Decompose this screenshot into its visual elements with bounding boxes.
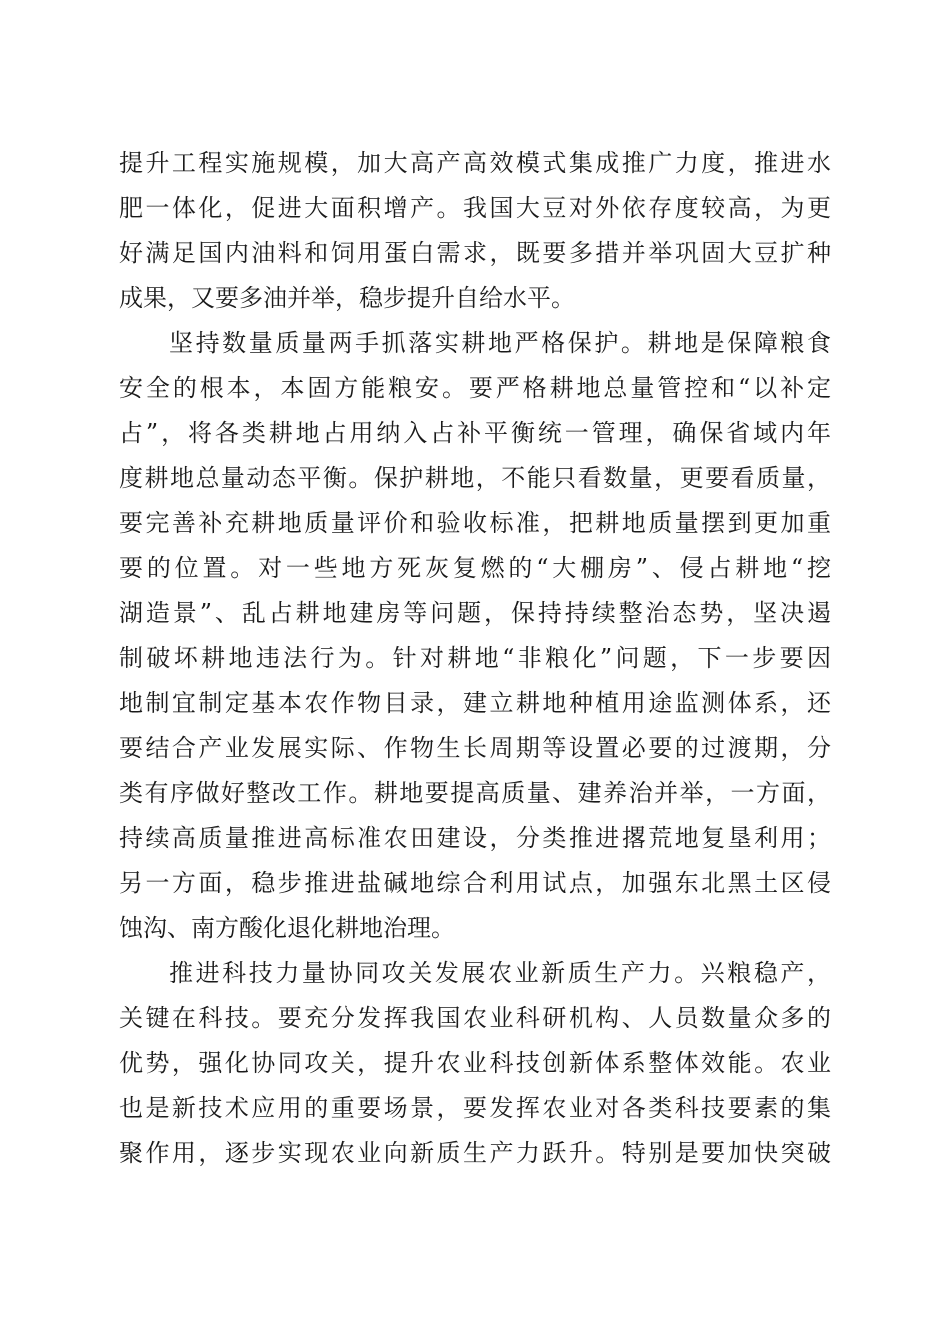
paragraph-line: 优势，强化协同攻关，提升农业科技创新体系整体效能。农业 — [119, 1049, 831, 1077]
paragraph-line: 类有序做好整改工作。耕地要提高质量、建养治并举，一方面， — [119, 779, 831, 807]
paragraph-line: 要完善补充耕地质量评价和验收标准，把耕地质量摆到更加重 — [119, 509, 831, 537]
paragraph-line: 湖造景”、乱占耕地建房等问题，保持持续整治态势，坚决遏 — [119, 599, 831, 627]
paragraph-line: 好满足国内油料和饲用蛋白需求，既要多措并举巩固大豆扩种 — [119, 239, 831, 267]
paragraph-line: 安全的根本，本固方能粮安。要严格耕地总量管控和“以补定 — [119, 374, 831, 402]
paragraph-line: 占”，将各类耕地占用纳入占补平衡统一管理，确保省域内年 — [119, 419, 831, 447]
paragraph-line: 聚作用，逐步实现农业向新质生产力跃升。特别是要加快突破 — [119, 1139, 831, 1167]
paragraph-line: 提升工程实施规模，加大高产高效模式集成推广力度，推进水 — [119, 149, 831, 177]
paragraph-line: 肥一体化，促进大面积增产。我国大豆对外依存度较高，为更 — [119, 194, 831, 222]
paragraph-line: 地制宜制定基本农作物目录，建立耕地种植用途监测体系，还 — [119, 689, 831, 717]
paragraph-line: 制破坏耕地违法行为。针对耕地“非粮化”问题，下一步要因 — [119, 644, 831, 672]
paragraph-line: 推进科技力量协同攻关发展农业新质生产力。兴粮稳产， — [169, 959, 831, 987]
paragraph-line: 关键在科技。要充分发挥我国农业科研机构、人员数量众多的 — [119, 1004, 831, 1032]
paragraph-line: 持续高质量推进高标准农田建设，分类推进撂荒地复垦利用； — [119, 824, 831, 852]
paragraph-line: 蚀沟、南方酸化退化耕地治理。 — [119, 914, 455, 942]
paragraph-1 — [119, 141, 831, 321]
paragraph-line: 要结合产业发展实际、作物生长周期等设置必要的过渡期，分 — [119, 734, 831, 762]
paragraph-line: 坚持数量质量两手抓落实耕地严格保护。耕地是保障粮食 — [169, 329, 831, 357]
paragraph-3 — [119, 951, 831, 1176]
paragraph-line: 度耕地总量动态平衡。保护耕地，不能只看数量，更要看质量， — [119, 464, 831, 492]
paragraph-line: 成果，又要多油并举，稳步提升自给水平。 — [119, 284, 575, 312]
paragraph-line: 也是新技术应用的重要场景，要发挥农业对各类科技要素的集 — [119, 1094, 831, 1122]
paragraph-2 — [119, 321, 831, 951]
paragraph-line: 另一方面，稳步推进盐碱地综合利用试点，加强东北黑土区侵 — [119, 869, 831, 897]
paragraph-line: 要的位置。对一些地方死灰复燃的“大棚房”、侵占耕地“挖 — [119, 554, 831, 582]
